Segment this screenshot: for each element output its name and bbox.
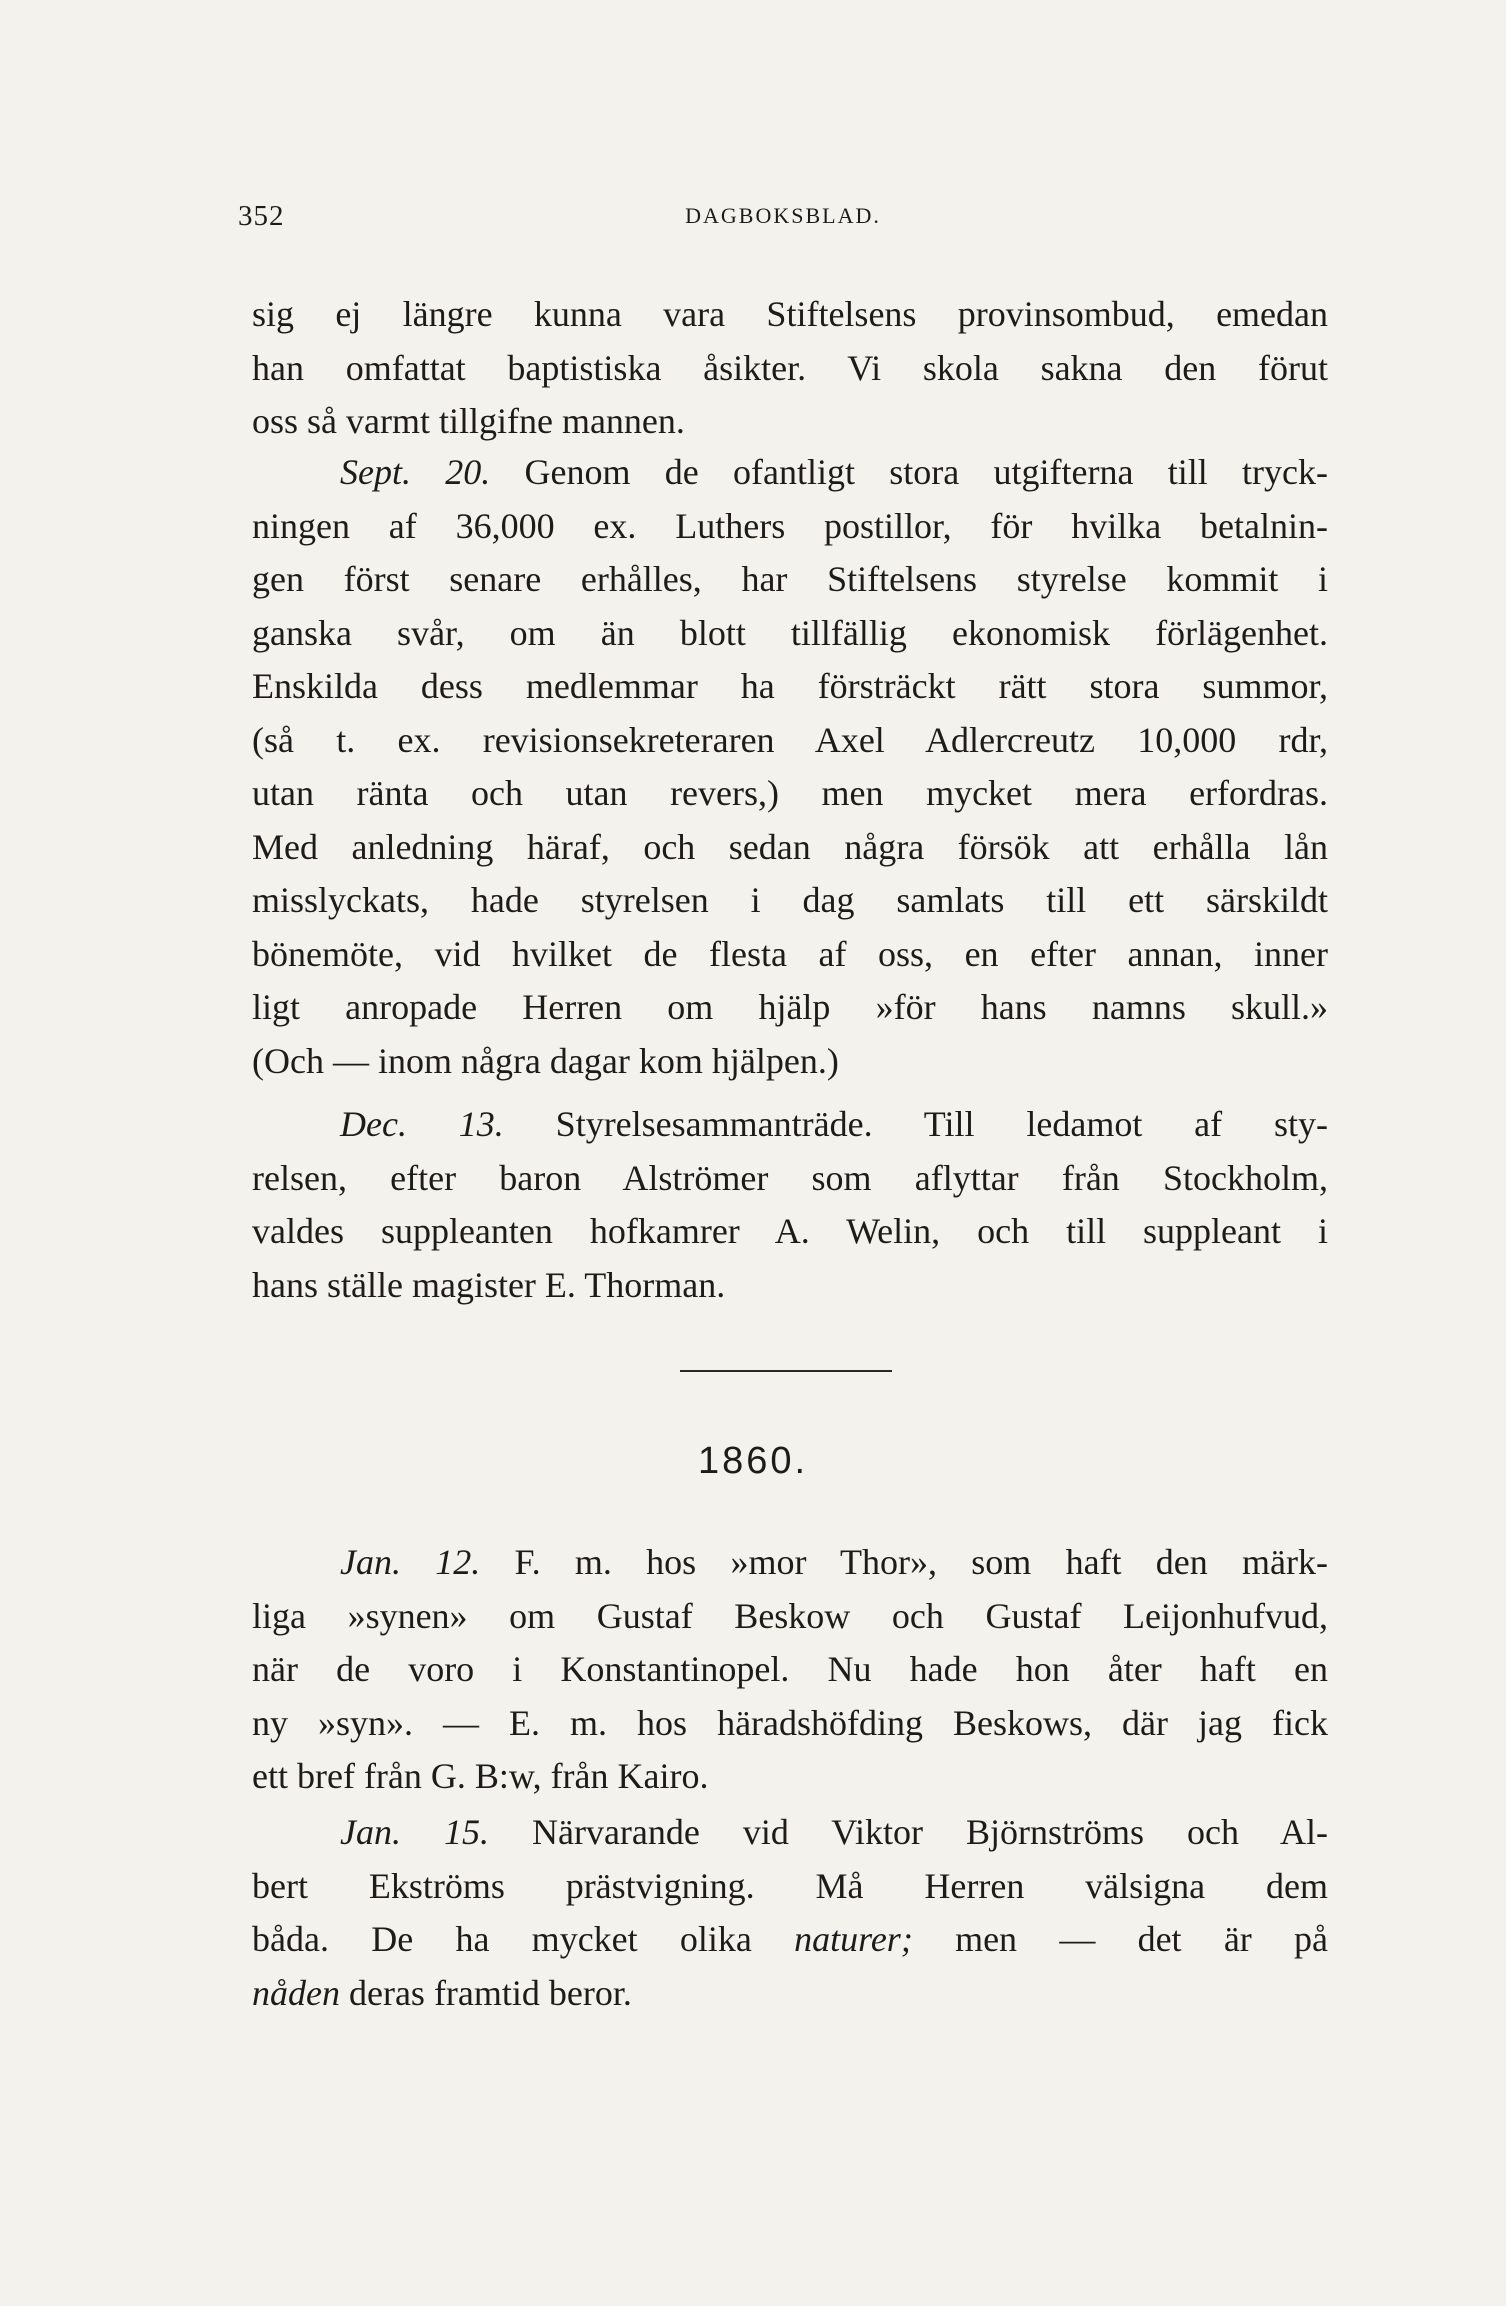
entry-date: Jan. 15. [340,1812,489,1852]
text-line: ningen af 36,000 ex. Luthers postillor, för hvilka betalnin- [252,505,1328,546]
text-line: ny »syn». — E. m. hos häradshöfding Beskows, där jag fick [252,1702,1328,1743]
text-fragment: men — det är på [955,1919,1329,1959]
italic-word: naturer; [794,1919,913,1959]
entry-first-line [252,1806,1328,1860]
text-line: utan ränta och utan revers,) men mycket mera erfordras. [252,773,1328,813]
text-line: hans ställe magister E. Thorman. [252,1264,726,1305]
entry-first-line [252,446,1328,500]
text-line: ganska svår, om än blott tillfällig ekonomisk förlägenhet. [252,612,1328,653]
text-line: gen först senare erhålles, har Stiftelsens styrelse kommit i [252,559,1328,599]
text-line: valdes suppleanten hofkamrer A. Welin, och till suppleant i [252,1211,1328,1251]
entry-first-line [252,1098,1328,1152]
text-fragment: båda. De ha mycket olika [252,1919,752,1959]
text-line: misslyckats, hade styrelsen i dag samlats till ett särskildt [252,880,1328,920]
text-line [252,1913,1328,1967]
entry-sept-20 [252,446,1328,1088]
text-line: sig ej längre kunna vara Stiftelsens provinsombud, emedan [252,294,1328,334]
text-line: när de voro i Konstantinopel. Nu hade hon åter haft en [252,1649,1328,1689]
year-heading: 1860. [697,1440,809,1482]
section-divider [680,1370,892,1372]
entry-text: Genom de ofantligt stora utgifterna till tryck- [524,452,1329,492]
text-line: ligt anropade Herren om hjälp »för hans namns skull.» [252,987,1328,1027]
entry-jan-12 [252,1536,1328,1804]
entry-dec-13 [252,1098,1328,1312]
entry-text: Styrelsesammanträde. Till ledamot af sty- [555,1104,1328,1144]
text-line: han omfattat baptistiska åsikter. Vi skola sakna den förut [252,347,1328,388]
text-line: relsen, efter baron Alströmer som aflyttar från Stockholm, [252,1157,1328,1198]
entry-date: Sept. 20. [340,452,491,492]
text-line: bert Ekströms prästvigning. Må Herren välsigna dem [252,1865,1328,1906]
entry-text: Närvarande vid Viktor Björnströms och Al- [531,1812,1329,1852]
text-line: bönemöte, vid hvilket de flesta af oss, en efter annan, inner [252,933,1328,974]
text-line: liga »synen» om Gustaf Beskow och Gustaf Leijonhufvud, [252,1595,1328,1636]
running-title: DAGBOKSBLAD. [685,203,881,228]
italic-word: nåden [252,1972,340,2013]
text-line: ett bref från G. B:w, från Kairo. [252,1756,709,1796]
text-line [252,1967,1328,2021]
entry-first-line [252,1536,1328,1590]
entry-date: Dec. 13. [340,1104,504,1144]
text-line: (så t. ex. revisionsekreteraren Axel Adlercreutz 10,000 rdr, [252,719,1328,760]
text-line: (Och — inom några dagar kom hjälpen.) [252,1040,839,1081]
entry-date: Jan. 12. [340,1542,481,1582]
page-number: 352 [238,200,285,232]
text-line: Med anledning häraf, och sedan några försök att erhålla lån [252,826,1328,867]
paragraph-continuation [252,288,1328,449]
entry-text: F. m. hos »mor Thor», som haft den märk- [514,1542,1329,1582]
text-line: oss så varmt tillgifne mannen. [252,401,685,441]
text-fragment: deras framtid beror. [348,1972,632,2013]
text-line: Enskilda dess medlemmar ha försträckt rätt stora summor, [252,666,1328,706]
entry-jan-15 [252,1806,1328,2020]
